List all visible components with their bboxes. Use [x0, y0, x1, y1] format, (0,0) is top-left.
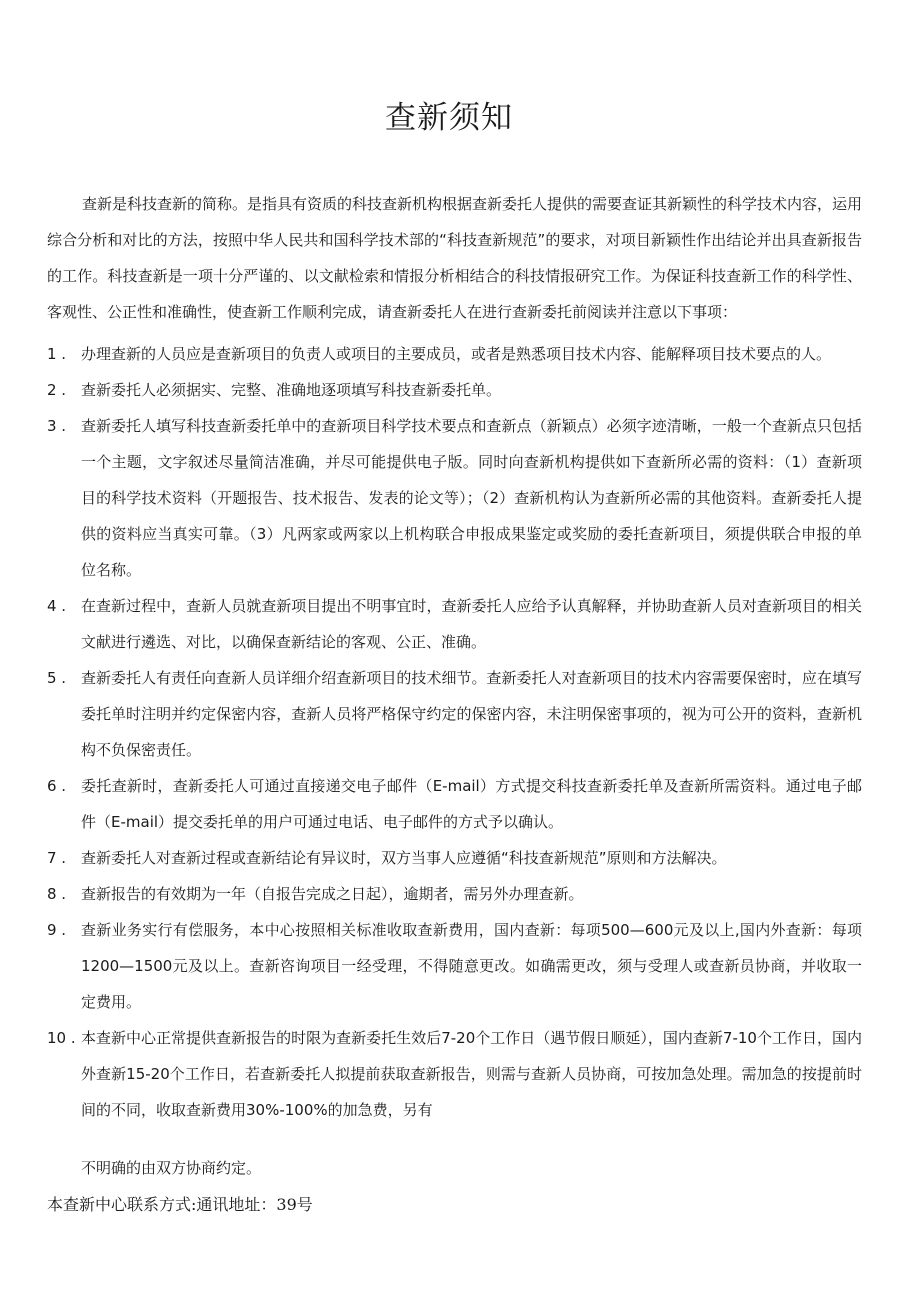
item-number: 2 .	[47, 381, 67, 399]
item-number: 8 .	[47, 885, 67, 903]
list-item	[47, 912, 862, 1020]
item-number: 1 .	[47, 345, 67, 363]
item-text: 查新业务实行有偿服务，本中心按照相关标准收取查新费用，国内查新：每项500—600元及以上,国内外查新：每项1200—1500元及以上。查新咨询项目一经受理，不得随意更改。如确需更改，须与受理人或查新员协商，并收取一定费用。	[81, 921, 862, 1011]
item-text: 本查新中心正常提供查新报告的时限为查新委托生效后7-20个工作日（遇节假日顺延），国内查新7-10个工作日，国内外查新15-20个工作日，若查新委托人拟提前获取查新报告，则需与查新人员协商，可按加急处理。需加急的按提前时间的不同，收取查新费用30%-100%的加急费，另有	[81, 1029, 862, 1119]
list-item	[47, 408, 862, 588]
list-item	[47, 588, 862, 660]
list-item	[47, 768, 862, 840]
item-text: 在查新过程中，查新人员就查新项目提出不明事宜时，查新委托人应给予认真解释，并协助查新人员对查新项目的相关文献进行遴选、对比，以确保查新结论的客观、公正、准确。	[81, 597, 862, 651]
list-item	[47, 1020, 862, 1128]
intro-paragraph: 查新是科技查新的简称。是指具有资质的科技查新机构根据查新委托人提供的需要查证其新颖性的科学技术内容，运用综合分析和对比的方法，按照中华人民共和国科学技术部的“科技查新规范”的要求，对项目新颖性作出结论并出具查新报告的工作。科技查新是一项十分严谨的、以文献检索和情报分析相结合的科技情报研究工作。为保证科技查新工作的科学性、客观性、公正性和准确性，使查新工作顺利完成，请查新委托人在进行查新委托前阅读并注意以下事项：	[47, 195, 863, 321]
notice-list	[47, 336, 862, 1128]
item-number: 5 .	[47, 669, 67, 687]
list-item	[47, 336, 862, 372]
item-text: 查新委托人填写科技查新委托单中的查新项目科学技术要点和查新点（新颖点）必须字迹清晰，一般一个查新点只包括一个主题，文字叙述尽量简洁准确，并尽可能提供电子版。同时向查新机构提供如下查新所必需的资料：（1）查新项目的科学技术资料（开题报告、技术报告、发表的论文等）；（2）查新机构认为查新所必需的其他资料。查新委托人提供的资料应当真实可靠。（3）凡两家或两家以上机构联合申报成果鉴定或奖励的委托查新项目，须提供联合申报的单位名称。	[81, 417, 862, 579]
list-item	[47, 372, 862, 408]
item-text: 查新报告的有效期为一年（自报告完成之日起），逾期者，需另外办理查新。	[81, 885, 584, 903]
list-item	[47, 876, 862, 912]
list-item	[47, 840, 862, 876]
item-number: 4 .	[47, 597, 67, 615]
item-number: 3 .	[47, 417, 67, 435]
contact-line: 本查新中心联系方式:通讯地址：39号	[47, 1195, 313, 1214]
item-text: 查新委托人必须据实、完整、准确地逐项填写科技查新委托单。	[81, 381, 502, 399]
tail-text: 不明确的由双方协商约定。	[81, 1159, 262, 1177]
list-item	[47, 660, 862, 768]
item-text: 查新委托人对查新过程或查新结论有异议时，双方当事人应遵循“科技查新规范”原则和方法解决。	[81, 849, 727, 867]
item-text: 办理查新的人员应是查新项目的负责人或项目的主要成员，或者是熟悉项目技术内容、能解释项目技术要点的人。	[81, 345, 832, 363]
item-text: 委托查新时，查新委托人可通过直接递交电子邮件（E-mail）方式提交科技查新委托单及查新所需资料。通过电子邮件（E-mail）提交委托单的用户可通过电话、电子邮件的方式予以确认。	[81, 777, 862, 831]
item-text: 查新委托人有责任向查新人员详细介绍查新项目的技术细节。查新委托人对查新项目的技术内容需要保密时，应在填写委托单时注明并约定保密内容，查新人员将严格保守约定的保密内容，未注明保密事项的，视为可公开的资料，查新机构不负保密责任。	[81, 669, 862, 759]
item-number: 9 .	[47, 921, 67, 939]
item-number: 10 .	[47, 1029, 76, 1047]
item-number: 7 .	[47, 849, 67, 867]
item-number: 6 .	[47, 777, 67, 795]
document-title: 查新须知	[385, 100, 513, 136]
